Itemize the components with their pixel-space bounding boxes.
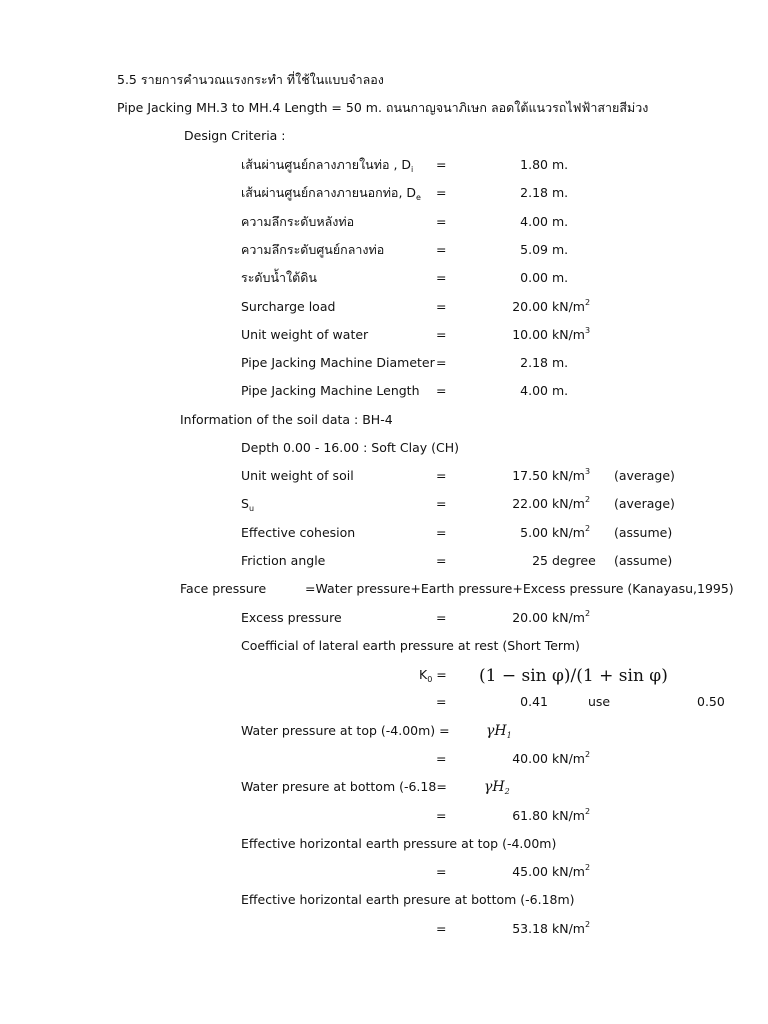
unit-text: kN/m [552, 921, 585, 936]
water-bottom-formula [484, 777, 510, 797]
soil-layer: Depth 0.00 - 16.00 : Soft Clay (CH) [241, 440, 460, 455]
label-text: Unit weight of soil [241, 468, 354, 483]
item-label [241, 212, 354, 232]
k0-formula: (1 − sin φ)/(1 + sin φ) [479, 666, 668, 686]
excess-pressure-row [0, 608, 768, 628]
unit-exponent: 2 [584, 523, 591, 533]
item-note: (average) [614, 468, 675, 483]
face-pressure-formula: =Water pressure+Earth pressure+Excess pressure (Kanayasu,1995) [305, 581, 734, 596]
item-label [241, 494, 254, 514]
use-label: use [588, 694, 611, 709]
unit-text: m. [552, 383, 569, 399]
equals-sign: = [436, 694, 447, 709]
design-item-row [0, 297, 768, 317]
eff-bottom-label: Effective horizontal earth presure at bottom (-6.18m) [241, 892, 575, 907]
item-value: 4.00 [520, 213, 548, 229]
k0-subscript: 0 [427, 675, 433, 684]
soil-item-row [0, 551, 768, 571]
design-item-row [0, 381, 768, 401]
item-unit [552, 551, 596, 571]
water-bottom-row [0, 777, 768, 797]
unit-text: m. [552, 355, 569, 371]
unit-text: kN/m [552, 751, 585, 766]
equals-sign: = [436, 751, 447, 766]
item-unit [552, 155, 568, 175]
label-text: Pipe Jacking Machine Diameter [241, 355, 435, 371]
design-item-row [0, 183, 768, 203]
item-label [241, 523, 355, 543]
item-note: (average) [614, 496, 675, 512]
label-text: S [241, 496, 249, 512]
item-label [241, 240, 384, 260]
k0-value-row [0, 692, 768, 712]
soil-layer-row [0, 438, 768, 458]
label-text: Unit weight of water [241, 326, 369, 342]
label-text: Pipe Jacking Machine Length [241, 383, 420, 399]
soil-heading-row [0, 410, 768, 430]
item-value: 5.00 [520, 524, 548, 540]
unit-exponent: 3 [584, 467, 591, 476]
equals-sign: = [436, 524, 447, 540]
item-value: 1.80 [520, 157, 548, 172]
water-top-label: Water pressure at top (-4.00m) = [241, 723, 450, 738]
soil-item-row [0, 523, 768, 543]
design-item-row [0, 325, 768, 345]
face-pressure-row [0, 579, 768, 599]
label-subscript: e [416, 193, 421, 203]
unit-text: kN/m [552, 864, 585, 879]
formula-subscript: 1 [506, 731, 512, 740]
k0-symbol: K [419, 667, 428, 682]
item-label [241, 155, 413, 175]
unit-text: kN/m [552, 298, 585, 314]
water-bottom-unit [552, 806, 590, 826]
unit-exponent: 2 [584, 807, 591, 816]
item-unit [552, 494, 590, 514]
equals-sign: = [436, 496, 447, 512]
equals-sign: = [436, 157, 447, 172]
water-bottom-value: 61.80 [512, 808, 548, 823]
item-label [241, 268, 317, 288]
use-value: 0.50 [697, 694, 725, 709]
water-bottom-value-row [0, 806, 768, 826]
formula-subscript: 2 [504, 787, 510, 796]
item-label [241, 325, 368, 345]
unit-text: m. [552, 213, 569, 229]
excess-pressure-label: Excess pressure [241, 610, 342, 625]
unit-text: kN/m [552, 326, 585, 342]
unit-text: m. [552, 185, 569, 201]
excess-pressure-value: 20.00 [512, 610, 548, 625]
design-item-row [0, 155, 768, 175]
item-value: 4.00 [520, 383, 548, 399]
equals-sign: = [436, 326, 447, 342]
equals-sign: = [436, 298, 447, 314]
eff-top-unit [552, 862, 590, 882]
unit-exponent: 2 [584, 495, 591, 505]
unit-text: kN/m [552, 808, 585, 823]
water-top-unit [552, 749, 590, 769]
label-text: ความลึกระดับศูนย์กลางท่อ [241, 241, 385, 257]
item-label [241, 381, 420, 401]
design-item-row [0, 353, 768, 373]
water-top-row [0, 721, 768, 741]
equals-sign: = [436, 808, 447, 823]
k0-row [0, 664, 768, 690]
unit-exponent: 2 [584, 297, 591, 307]
item-unit [552, 325, 590, 345]
eff-top-row [0, 834, 768, 854]
equals-sign: = [436, 468, 447, 483]
item-value: 5.09 [520, 241, 548, 257]
equals-sign: = [436, 667, 447, 682]
equals-sign: = [436, 270, 447, 286]
eff-top-label: Effective horizontal earth pressure at top (-4.00m) [241, 836, 557, 851]
label-text: Friction angle [241, 552, 326, 568]
label-text: เส้นผ่านศูนย์กลางภายนอกท่อ, D [241, 185, 417, 201]
item-unit [552, 183, 568, 203]
formula-text: γH [484, 779, 505, 795]
item-unit [552, 297, 590, 317]
unit-exponent: 2 [584, 750, 591, 759]
item-unit [552, 466, 590, 486]
unit-exponent: 2 [584, 609, 591, 618]
face-pressure-label: Face pressure [180, 581, 267, 596]
label-subscript: i [411, 165, 414, 174]
item-value: 25 [532, 552, 548, 568]
equals-sign: = [436, 355, 447, 371]
section-title: 5.5 รายการคำนวณแรงกระทำ ที่ใช้ในแบบจำลอง [117, 72, 384, 87]
eff-top-value-row [0, 862, 768, 882]
item-value: 2.18 [520, 355, 548, 371]
section-title-row [0, 70, 768, 90]
equals-sign: = [436, 921, 447, 936]
equals-sign: = [436, 610, 447, 625]
item-unit [552, 353, 568, 373]
item-label [241, 353, 435, 373]
label-text: ความลึกระดับหลังท่อ [241, 213, 355, 229]
item-label [241, 297, 335, 317]
label-text: ระดับน้ำใต้ดิน [241, 270, 317, 286]
project-line: Pipe Jacking MH.3 to MH.4 Length = 50 m. ถนนกาญจนาภิเษก ลอดใต้แนวรถไฟฟ้าสายสีม่วง [117, 100, 649, 115]
coefficial-heading: Coefficial of lateral earth pressure at rest (Short Term) [241, 638, 580, 653]
item-value: 20.00 [512, 298, 548, 314]
label-text: เส้นผ่านศูนย์กลางภายในท่อ , D [241, 157, 412, 172]
unit-text: m. [552, 157, 569, 172]
unit-text: kN/m [552, 468, 585, 483]
unit-exponent: 2 [584, 863, 591, 872]
label-text: Effective cohesion [241, 524, 356, 540]
water-top-value-row [0, 749, 768, 769]
design-item-row [0, 268, 768, 288]
item-label [241, 183, 421, 203]
eff-bottom-unit [552, 919, 590, 939]
eff-bottom-row [0, 890, 768, 910]
unit-exponent: 3 [584, 325, 591, 335]
design-criteria-row [0, 126, 768, 146]
soil-item-row [0, 494, 768, 514]
item-value: 10.00 [512, 326, 548, 342]
item-unit [552, 268, 568, 288]
item-unit [552, 212, 568, 232]
item-unit [552, 240, 568, 260]
formula-text: γH [486, 723, 507, 739]
unit-text: m. [552, 241, 569, 257]
soil-item-row [0, 466, 768, 486]
soil-heading: Information of the soil data : BH-4 [180, 412, 393, 427]
item-note: (assume) [614, 552, 673, 568]
item-unit [552, 381, 568, 401]
item-value: 0.00 [520, 270, 548, 286]
equals-sign: = [436, 241, 447, 257]
design-item-row [0, 212, 768, 232]
excess-pressure-unit [552, 608, 590, 628]
water-top-value: 40.00 [512, 751, 548, 766]
equals-sign: = [436, 185, 447, 201]
design-criteria-heading: Design Criteria : [184, 128, 286, 143]
item-value: 17.50 [512, 468, 548, 483]
unit-text: m. [552, 270, 569, 286]
item-label [241, 551, 325, 571]
project-line-row [0, 98, 768, 118]
unit-text: kN/m [552, 610, 585, 625]
equals-sign: = [436, 552, 447, 568]
eff-bottom-value: 53.18 [512, 921, 548, 936]
equals-sign: = [436, 383, 447, 399]
unit-text: degree [552, 552, 596, 568]
water-top-formula [486, 721, 512, 741]
water-bottom-label: Water presure at bottom (-6.18= [241, 779, 447, 794]
item-unit [552, 523, 590, 543]
eff-top-value: 45.00 [512, 864, 548, 879]
unit-exponent: 2 [584, 920, 591, 929]
equals-sign: = [436, 213, 447, 229]
eff-bottom-value-row [0, 919, 768, 939]
item-label [241, 466, 354, 486]
item-value: 22.00 [512, 496, 548, 512]
label-subscript: u [248, 504, 255, 514]
k0-value: 0.41 [520, 694, 548, 709]
item-value: 2.18 [520, 185, 548, 201]
design-item-row [0, 240, 768, 260]
unit-text: kN/m [552, 496, 585, 512]
label-text: Surcharge load [241, 298, 336, 314]
equals-sign: = [436, 864, 447, 879]
item-note: (assume) [614, 524, 673, 540]
k0-label [419, 664, 447, 686]
coefficial-heading-row [0, 636, 768, 656]
unit-text: kN/m [552, 524, 585, 540]
